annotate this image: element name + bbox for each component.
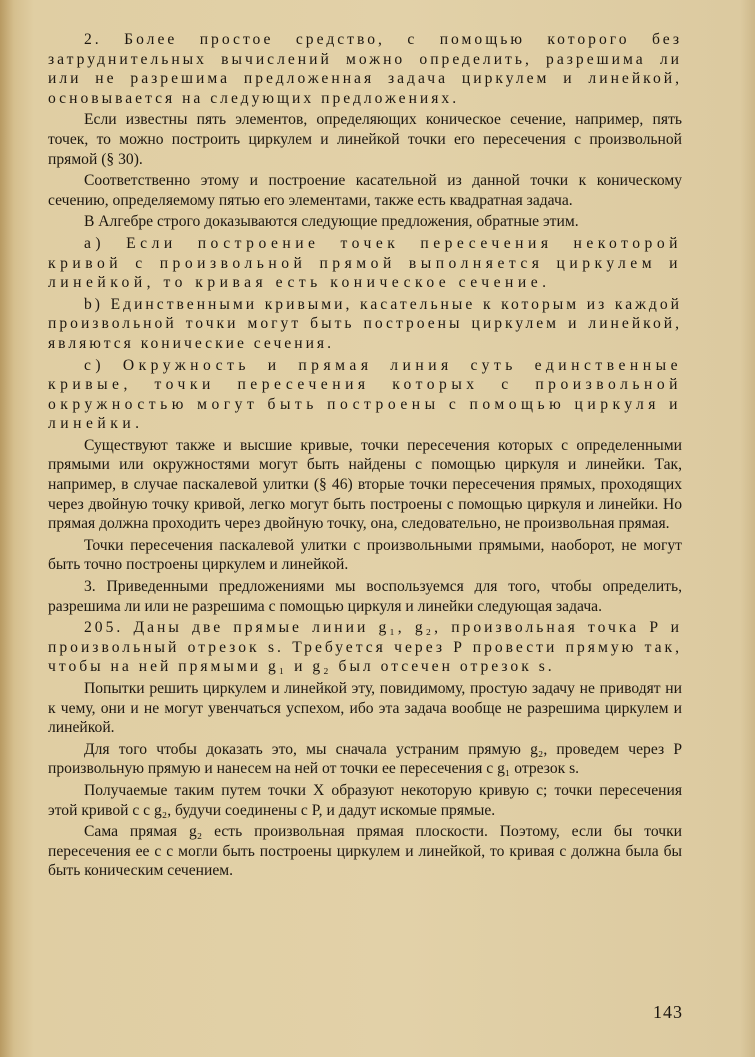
paragraph-curve-c: Получаемые таким путем точки X образуют некоторую кривую c; точки пересечения этой кривой c с g₂, будучи соединены с P, и дадут искомые прямые.: [48, 781, 682, 819]
paragraph-conclusion: Сама прямая g₂ есть произвольная прямая плоскости. Поэтому, если бы точки пересечения ее с c могли быть построены циркулем и линейкой, то кривая c должна была бы быть коническим сечением.: [48, 823, 682, 880]
page-text: [48, 30, 682, 883]
paragraph-proof-start: Для того чтобы доказать это, мы сначала устраним прямую g₂, проведем через P произвольную прямую и нанесем на ней от точки ее пересечения с g₁ отрезок s.: [48, 740, 682, 778]
page-number: 143: [653, 1002, 683, 1022]
paragraph-algebra: В Алгебре строго доказываются следующие предложения, обратные этим.: [84, 213, 579, 231]
problem-205: 205. Даны две прямые линии g₁, g₂, произвольная точка P и произвольный отрезок s. Требуется через P провести прямую так, чтобы на ней прямыми g₁ и g₂ был отсечен отрезок s.: [48, 619, 682, 676]
paragraph-tangent: Соответственно этому и построение касательной из данной точки к коническому сечению, определяемому пятью его элементами, также есть квадратная задача.: [48, 172, 682, 209]
paragraph-five-elements: Если известны пять элементов, определяющих коническое сечение, например, пять точек, то можно построить циркулем и линейкой точки его пересечения с произвольной прямой (§ 30).: [48, 111, 682, 168]
proposition-a: a) Если построение точек пересечения некоторой кривой с произвольной прямой выполняется циркулем и линейкой, то кривая есть коническое сечение.: [48, 234, 682, 292]
paragraph-3: 3. Приведенными предложениями мы воспользуемся для того, чтобы определить, разрешима ли или не разрешима с помощью циркуля и линейки следующая задача.: [48, 578, 682, 615]
proposition-b: b) Единственными кривыми, касательные к которым из каждой произвольной точки могут быть построены циркулем и линейкой, являются конические сечения.: [48, 295, 682, 352]
paragraph-attempts: Попытки решить циркулем и линейкой эту, повидимому, простую задачу не приводят ни к чему, они и не могут увенчаться успехом, ибо эта задача вообще не разрешима циркулем и линейкой.: [48, 680, 682, 737]
paragraph-pascal-limacon: Точки пересечения паскалевой улитки с произвольными прямыми, наоборот, не могут быть точно построены циркулем и линейкой.: [48, 536, 682, 574]
paragraph-2: 2. Более простое средство, с помощью которого без затруднительных вычислений можно определить, разрешима ли или не разрешима предложенная задача циркулем и линейкой, основывается на следующих предложениях.: [48, 31, 682, 107]
paragraph-higher-curves: Существуют также и высшие кривые, точки пересечения которых с определенными прямыми или окружностями могут быть найдены с помощью циркуля и линейки. Так, например, в случае паскалевой улитки (§ 46) вторые точки пересечения прямых, проходящих через двойную точку кривой, легко могут быть построены с помощью циркуля и линейки. Но прямая должна проходить через двойную точку, она, следовательно, не произвольная прямая.: [48, 436, 682, 533]
proposition-c: c) Окружность и прямая линия суть единственные кривые, точки пересечения которых с произвольной окружностью могут быть построены с помощью циркуля и линейки.: [48, 356, 682, 433]
